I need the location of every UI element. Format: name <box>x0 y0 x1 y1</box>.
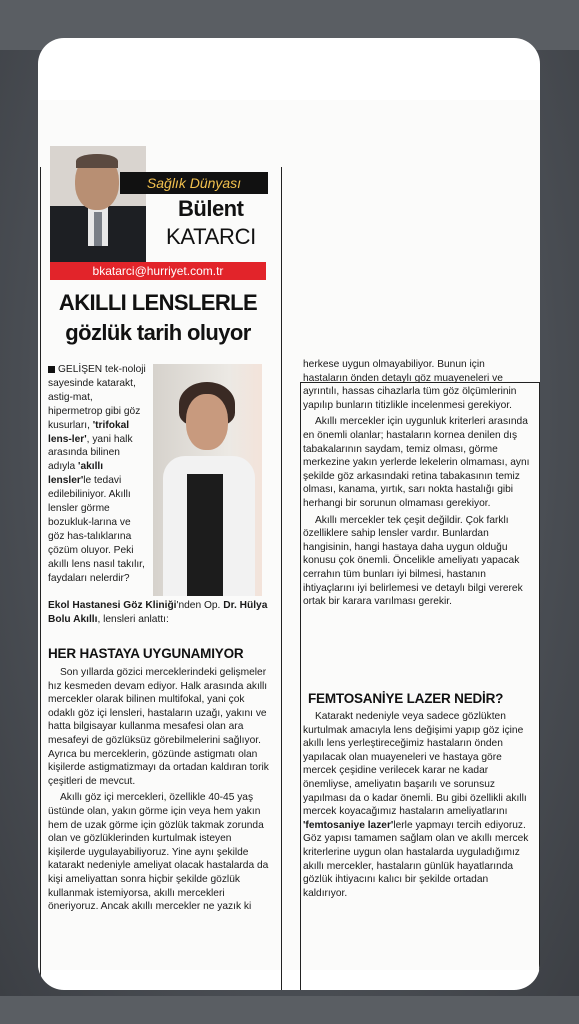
paragraph: herkese uygun olmayabiliyor. Bunun için hastaların önden detaylı göz muayeneleri ve ayrıntılı, hassas cihazlarla tüm göz ölçümlerinin yapılıp bunların titizlikle incelenmesi gerekiyor. <box>303 359 517 411</box>
bullet-square-icon <box>48 366 55 373</box>
body-right-top <box>303 358 531 612</box>
subhead-femtosaniye: FEMTOSANİYE LAZER NEDİR? <box>308 691 504 706</box>
image-viewer-card <box>38 38 540 990</box>
subhead-her-hastaya: HER HASTAYA UYGUNAMIYOR <box>48 646 244 661</box>
body-right-bottom <box>303 710 531 903</box>
byline: Ekol Hastanesi Göz Kliniği'nden Op. Dr. Hülya Bolu Akıllı, lensleri anlattı: <box>48 600 268 625</box>
paragraph: Akıllı mercekler tek çeşit değildir. Çok farklı özelliklere sahip lensler vardır. Bunlardan hangisinin, hangi hastaya daha uygun olduğu konusu çok önemli. Öncelikle ameliyatı yapacak cerrahın tüm bunları iyi bilmesi, hastanın ihtiyaçlarını iyi belirlemesi ve detaylı bilgi vererek ortak bir karara varılması gerekir. <box>303 514 523 608</box>
headline-line-2: gözlük tarih oluyor <box>65 320 251 345</box>
newspaper-clipping <box>38 100 540 970</box>
doctor-photo <box>153 364 262 596</box>
intro-paragraph: GELİŞEN tek-noloji sayesinde katarakt, astig-mat, hipermetrop gibi göz kusurları, 'trifokal lens-ler', yani halk arasında bilinen adıyla 'akıllı lensler'le tedavi edilebiliniyor. Akıllı lensler görme bozukluk-larına ve göz has-talıklarına çözüm oluyor. Peki akıllı lens nasıl takılır, faydaları nelerdir? <box>48 364 146 584</box>
headline-line-1: AKILLI LENSLERLE <box>58 290 258 315</box>
author-first-name: Bülent <box>178 196 244 221</box>
paragraph: Son yıllarda gözici merceklerindeki gelişmeler hız kesmeden devam ediyor. Halk arasında akıllı mercekler olarak bilinen multifokal, yani çok odaklı göz içi lensleri, hastaların uzağı, yakını ve hatta bilgisayar kullanma mesafesi olan ara mesafeyi de gözlüksüz görebilmelerini sağlıyor. Ayrıca bu merceklerin, gözünde astigmatı olan kişilerde astigmatizmayı da ortadan kaldıran torik çeşitleri de mevcut. <box>48 667 269 787</box>
background-blur-bottom <box>0 996 579 1024</box>
section-tag: Sağlık Dünyası <box>120 172 268 194</box>
author-email: bkatarci@hurriyet.com.tr <box>50 262 266 280</box>
author-last-name: KATARCI <box>166 224 256 249</box>
body-left <box>48 666 270 917</box>
paragraph: Katarakt nedeniyle veya sadece gözlükten kurtulmak amacıyla lens değişimi yapıp göz içine akıllı lens yerleştireceğimiz hastaların önden yapılacak olan muayeneleri ve hastaya göre mercek çeşidine verilecek karar ne kadar önemliyse, ameliyatın başarılı ve sorunsuz yapılması da o kadar önemli. Bu gibi özellikli akıllı mercek koyacağımız hastaların ameliyatlarını 'femtosaniye lazer'lerle yapmayı tercih ediyoruz. Göz yapısı tamamen sağlam olan ve akıllı mercek kriterlerine uygun olan hastalarda uyguladığımız akıllı mercekler, hastaların günlük hayatlarında gözlük ihtiyacını kalıcı bir şekilde ortadan kaldırıyor. <box>303 711 529 899</box>
author-portrait <box>50 146 146 266</box>
paragraph: Akıllı göz içi mercekleri, özellikle 40-45 yaş üstünde olan, yakın görme için veya hem yakın hem de uzak görme için gözlük takmak zorunda olan ve gözlüklerinden kurtulmak isteyen kişilerde uygulayabiliyoruz. Yine aynı şekilde katarakt nedeniyle ameliyat olacak hastalarda da kişi ameliyattan sonra hiçbir şekilde gözlük kullanmak istemiyorsa, akıllı mercekleri öneriyoruz. Ancak akıllı mercekler ne yazık ki <box>48 792 269 913</box>
paragraph: Akıllı mercekler için uygunluk kriterleri arasında en önemli olanlar; hastaların kornea denilen dış tabakalarının saydam, temiz olması, görme merkezine yakın yerlerde lekelerin olmaması, aynı şekilde göz arkasındaki retina tabakasının temiz olması, kanama, yırtık, sarı nokta hastalığı gibi herhangi bir sorunun olmaması gerekiyor. <box>303 416 530 509</box>
